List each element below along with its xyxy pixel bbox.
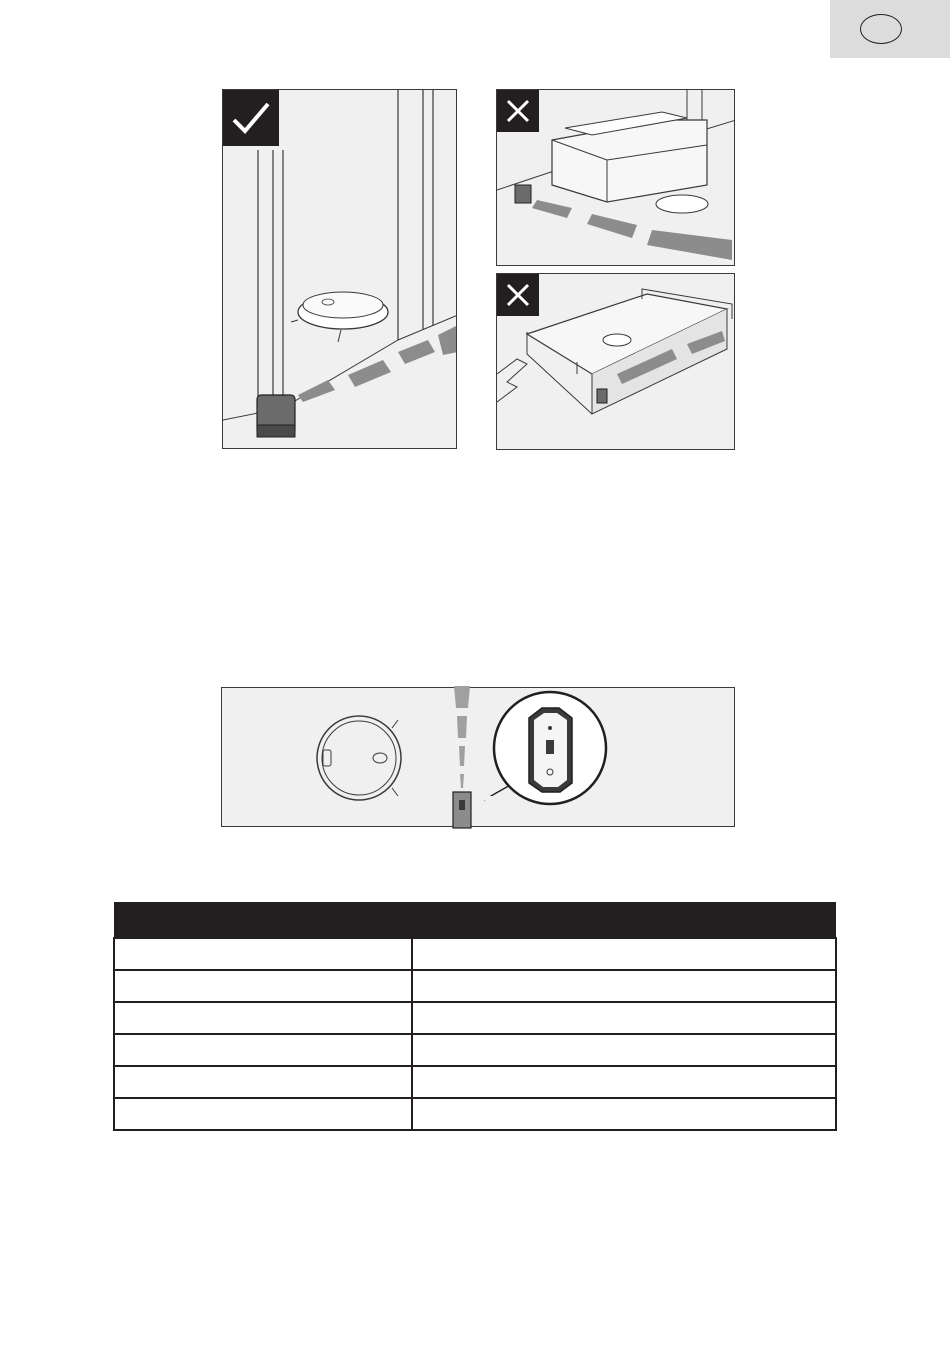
check-icon (223, 90, 279, 146)
table-cell (114, 1002, 412, 1034)
placement-panel-correct (222, 89, 457, 449)
x-icon (497, 274, 539, 316)
table-cell (114, 1098, 412, 1130)
language-tab (830, 0, 950, 58)
table-cell (114, 970, 412, 1002)
table-row (114, 1034, 836, 1066)
placement-panel-wrong-raised-floor (496, 273, 735, 450)
table-header-cell (412, 902, 836, 938)
table-cell (412, 1066, 836, 1098)
robot-top-view-icon (317, 716, 401, 800)
orientation-illustration (222, 688, 736, 828)
table-row (114, 938, 836, 970)
table-row (114, 1066, 836, 1098)
x-icon (497, 90, 539, 132)
table-header-row (114, 902, 836, 938)
table-cell (412, 1034, 836, 1066)
table-cell (114, 1066, 412, 1098)
placement-panel-wrong-sofa (496, 89, 735, 266)
table-cell (412, 1002, 836, 1034)
table-cell (412, 970, 836, 1002)
language-code-oval (860, 14, 902, 44)
table-row (114, 1098, 836, 1130)
table-header-cell (114, 902, 412, 938)
table-cell (412, 938, 836, 970)
table-cell (114, 1034, 412, 1066)
table-cell (114, 938, 412, 970)
table-cell (412, 1098, 836, 1130)
spec-table (113, 902, 837, 1131)
beacon-zoom-icon (480, 692, 606, 804)
table-row (114, 970, 836, 1002)
table-row (114, 1002, 836, 1034)
beacon-orientation-panel (221, 687, 735, 827)
beacon-device-icon (453, 792, 471, 828)
